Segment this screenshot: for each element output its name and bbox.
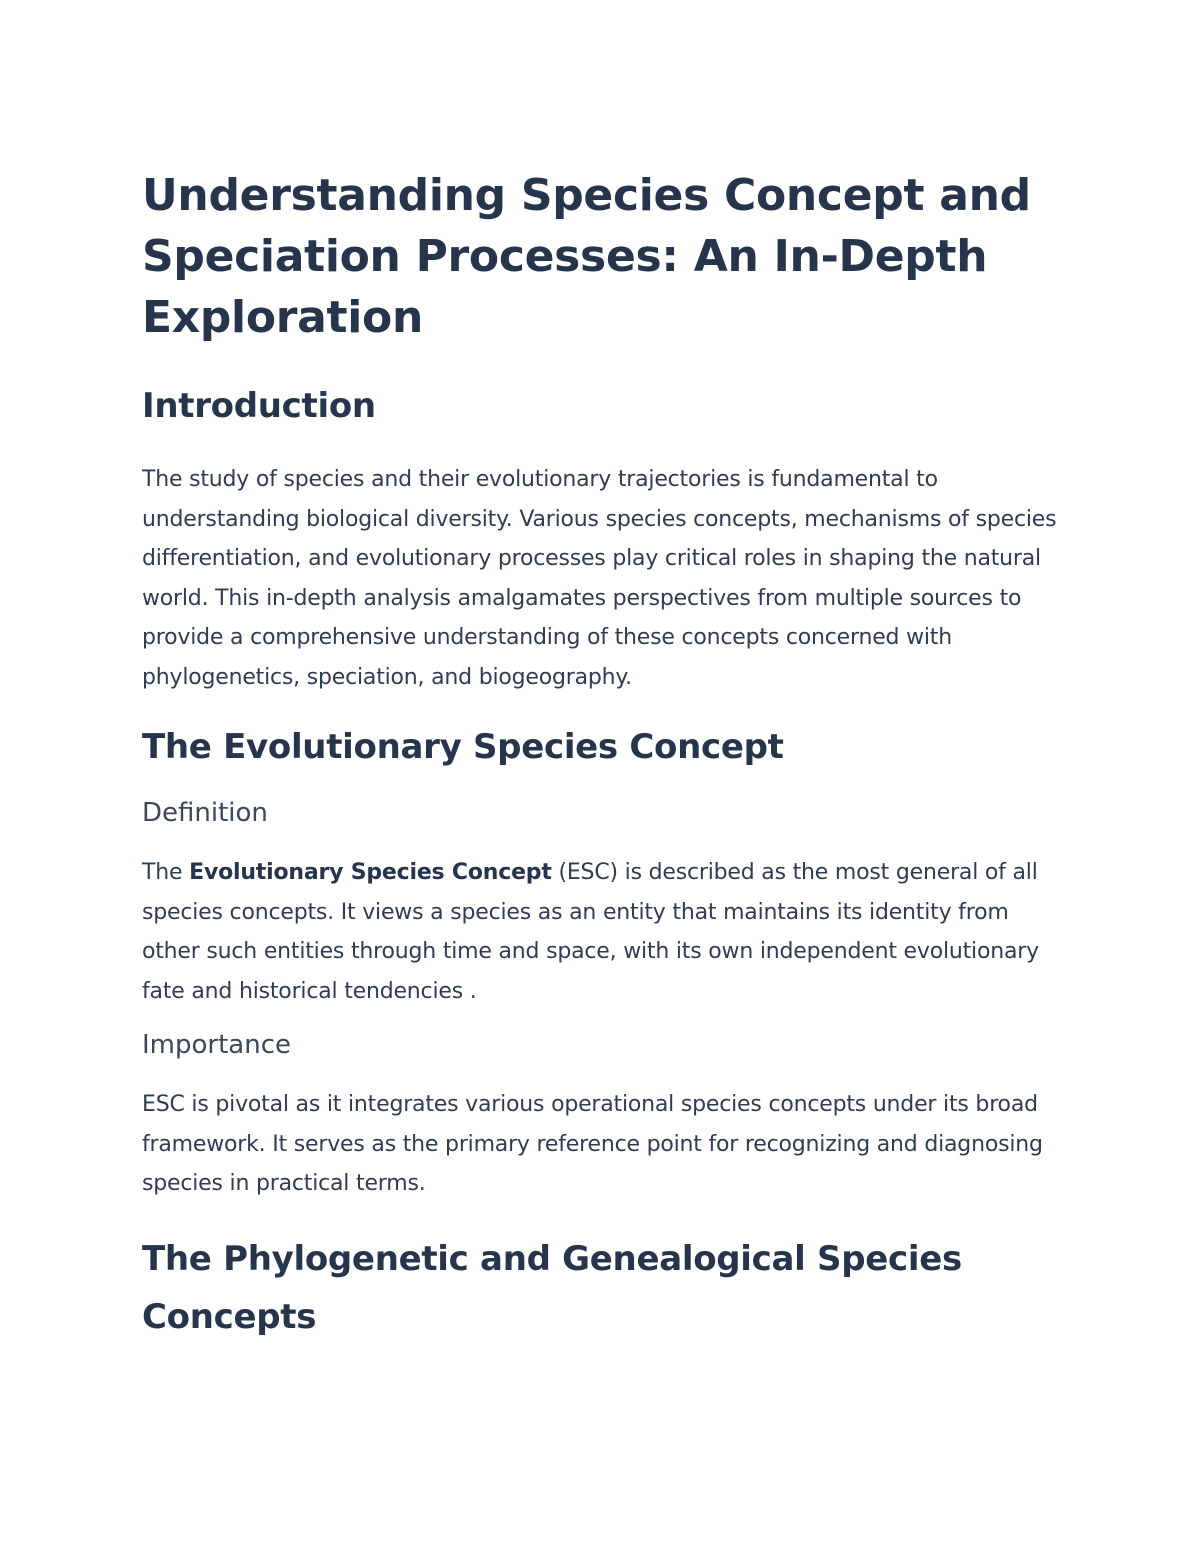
esc-heading: The Evolutionary Species Concept bbox=[142, 727, 784, 767]
definition-body-text: (ESC) is described as the most general of all species concepts. It views a species as an entity that maintains its identity from other such entities through time and space, with its own independent evolutionary fate and historical tendencies . bbox=[142, 860, 1039, 1004]
document-title: Understanding Species Concept and Speciation Processes: An In-Depth Exploration bbox=[142, 170, 1031, 343]
introduction-heading: Introduction bbox=[142, 386, 376, 426]
definition-lead-text: The bbox=[142, 860, 190, 885]
definition-paragraph bbox=[142, 853, 1057, 1011]
document-page bbox=[142, 165, 1057, 1346]
definition-subheading: Definition bbox=[142, 798, 268, 828]
introduction-paragraph: The study of species and their evolutionary trajectories is fundamental to understanding biological diversity. Various species concepts, mechanisms of species differentiation, and evolutionary processes play critical roles in shaping the natural world. This in-depth analysis amalgamates perspectives from multiple sources to provide a comprehensive understanding of these concepts concerned with phylogenetics, speciation, and biogeography. bbox=[142, 467, 1057, 690]
importance-paragraph: ESC is pivotal as it integrates various operational species concepts under its broad framework. It serves as the primary reference point for recognizing and diagnosing species in practical terms. bbox=[142, 1092, 1043, 1196]
importance-subheading: Importance bbox=[142, 1030, 291, 1060]
esc-bold-term: Evolutionary Species Concept bbox=[189, 860, 552, 885]
phylogenetic-heading: The Phylogenetic and Genealogical Species Concepts bbox=[142, 1238, 962, 1337]
